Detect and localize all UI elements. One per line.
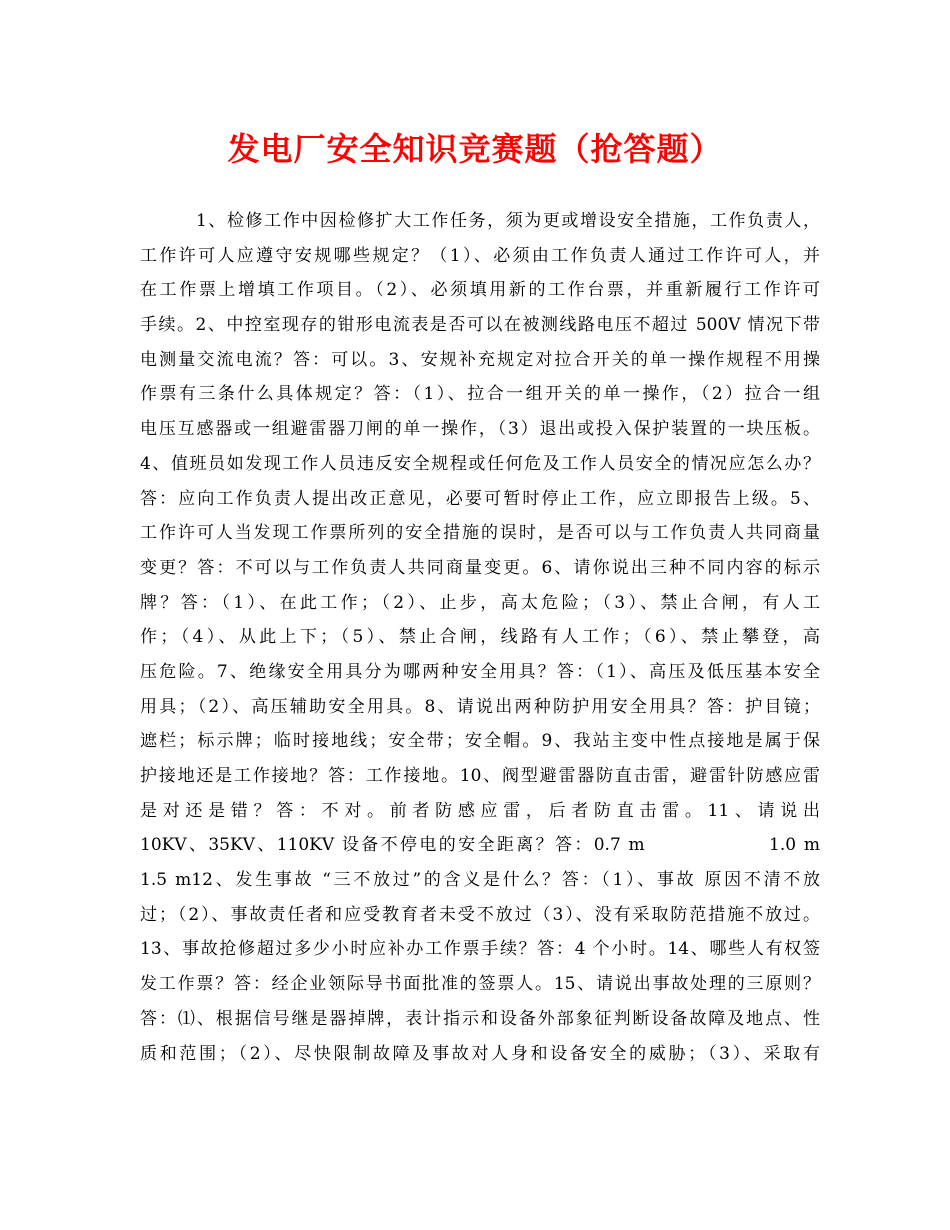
body-line: 13、事故抢修超过多少小时应补办工作票手续？答：4 个小时。14、哪些人有权签 bbox=[140, 939, 820, 960]
body-line: 作票有三条什么具体规定？答：（1）、拉合一组开关的单一操作，（2）拉合一组 bbox=[140, 384, 820, 405]
body-line: 手续。2、中控室现存的钳形电流表是否可以在被测线路电压不超过 500V 情况下带 bbox=[140, 315, 820, 336]
body-line: 工作许可人当发现工作票所列的安全措施的误时，是否可以与工作负责人共同商量 bbox=[140, 523, 820, 544]
body-line: 护接地还是工作接地？答：工作接地。10、阀型避雷器防直击雷，避雷针防感应雷 bbox=[140, 766, 820, 786]
body-line: 答：⑴、根据信号继是器掉牌，表计指示和设备外部象征判断设备故障及地点、性 bbox=[140, 1008, 820, 1029]
body-line: 在工作票上增填工作项目。（2）、必须填用新的工作台票，并重新履行工作许可 bbox=[140, 280, 820, 301]
body-line: 牌？答：（1）、在此工作；（2）、止步，高太危险；（3）、禁止合闸，有人工 bbox=[140, 592, 820, 613]
body-line: 4、值班员如发现工作人员违反安全规程或任何危及工作人员安全的情况应怎么办？ bbox=[140, 453, 820, 474]
body-line: 工作许可人应遵守安规哪些规定？（1）、必须由工作负责人通过工作许可人，并 bbox=[140, 245, 820, 266]
body-line: 发工作票？答：经企业领际导书面批准的签票人。15、请说出事故处理的三原则？ bbox=[140, 974, 820, 995]
body-line: 变更？答：不可以与工作负责人共同商量变更。6、请你说出三种不同内容的标示 bbox=[140, 557, 820, 578]
body-line: 作；（4）、从此上下；（5）、禁止合闸，线路有人工作；（6）、禁止攀登，高 bbox=[140, 627, 820, 648]
body-line: 1.5 m12、发生事故 “三不放过”的含义是什么？答：（1）、事故 原因不清不放 bbox=[140, 870, 820, 891]
body-line: 答：应向工作负责人提出改正意见，必要可暂时停止工作，应立即报告上级。5、 bbox=[140, 488, 820, 509]
body-line: 电测量交流电流？答：可以。3、安规补充规定对拉合开关的单一操作规程不用操 bbox=[140, 349, 820, 370]
body-line: 用具；（2）、高压辅助安全用具。8、请说出两种防护用安全用具？答：护目镜； bbox=[140, 696, 820, 717]
document-title: 发电厂安全知识竞赛题（抢答题） bbox=[227, 130, 723, 168]
body-line: 电压互感器或一组避雷器刀闸的单一操作，（3）退出或投入保护装置的一块压板。 bbox=[140, 419, 820, 440]
body-line: 质和范围；（2）、尽快限制故障及事故对人身和设备安全的威胁；（3）、采取有 bbox=[140, 1043, 820, 1064]
document-body bbox=[140, 204, 820, 1071]
body-line: 10KV、35KV、110KV 设备不停电的安全距离？答：0.7 m 1.0 m bbox=[140, 835, 820, 856]
body-line: 压危险。7、绝缘安全用具分为哪两种安全用具？答：（1）、高压及低压基本安全 bbox=[140, 661, 820, 682]
body-line: 遮栏；标示牌；临时接地线；安全带；安全帽。9、我站主变中性点接地是属于保 bbox=[140, 731, 820, 752]
body-line: 是对还是错？答：不对。前者防感应雷，后者防直击雷。11、请说出 bbox=[140, 800, 820, 821]
body-line: 过；（2）、事故责任者和应受教育者未受不放过（3）、没有采取防范措施不放过。 bbox=[140, 904, 820, 925]
body-line: 1、检修工作中因检修扩大工作任务，须为更或增设安全措施，工作负责人， bbox=[196, 211, 820, 231]
